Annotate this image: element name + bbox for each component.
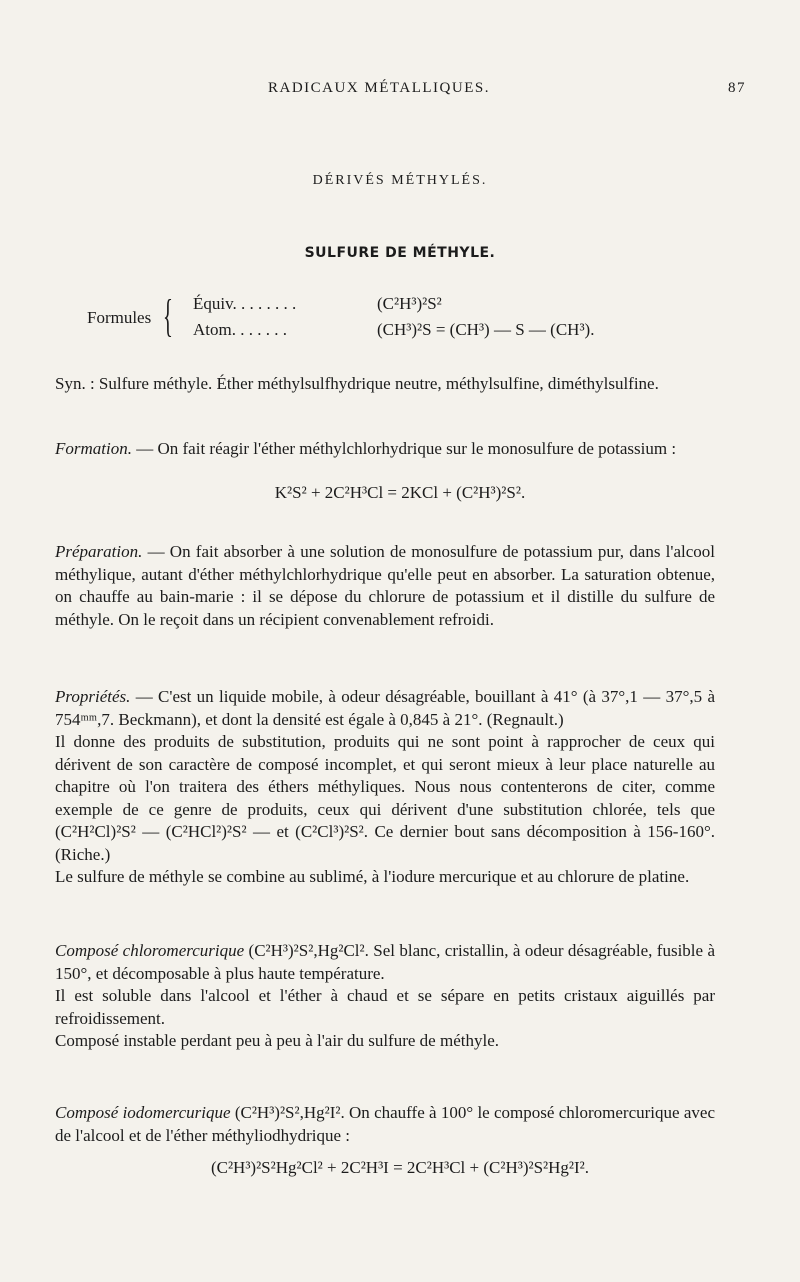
chloromercuric-para-3: Composé instable perdant peu à peu à l'air du sulfure de méthyle.	[55, 1031, 499, 1050]
formation-text: — On fait réagir l'éther méthylchlorhydrique sur le monosulfure de potassium :	[131, 439, 677, 458]
properties-text: — C'est un liquide mobile, à odeur désagréable, bouillant à 41° (à 37°,1 — 37°,5 à 754ᵐᵐ,7. Beckmann), et dont la densité est égale à 0,845 à 21°. (Regnault.)	[55, 687, 715, 729]
synonyms-paragraph	[55, 373, 715, 396]
preparation-heading: Préparation.	[55, 542, 143, 561]
properties-section	[55, 686, 715, 889]
page-number: 87	[728, 80, 746, 96]
subsection-title: SULFURE DE MÉTHYLE.	[304, 245, 496, 261]
properties-para-2: Il donne des produits de substitution, produits qui ne sont point à rapprocher de ceux qui dérivent de son caractère de composé incomplet, et qui seront mieux à leur place naturelle au chapitre où l'on traitera des éthers méthyliques. Nous nous contenterons de citer, comme exemple de ce genre de produits, ceux qui dérivent d'une substitution chlorée, tels que (C²H²Cl)²S² — (C²HCl²)²S² — et (C²Cl³)²S². Ce dernier bout sans décomposition à 156-160°. (Riche.)	[55, 732, 715, 864]
running-title: RADICAUX MÉTALLIQUES.	[268, 80, 490, 96]
properties-heading: Propriétés.	[55, 687, 131, 706]
atom-formula: (CH³)²S = (CH³) — S — (CH³).	[377, 320, 595, 339]
iodomercuric-heading: Composé iodomercurique	[55, 1103, 231, 1122]
iodomercuric-body	[55, 1102, 715, 1147]
preparation-paragraph	[55, 541, 715, 631]
chloromercuric-body	[55, 940, 715, 985]
iodomercuric-equation: (C²H³)²S²Hg²Cl² + 2C²H³I = 2C²H³Cl + (C²H³)²S²Hg²I².	[210, 1158, 590, 1177]
chloromercuric-text: (C²H³)²S²,Hg²Cl². Sel blanc, cristallin, à odeur désagréable, fusible à 150°, et décomposable à plus haute température.	[55, 941, 715, 983]
formation-paragraph	[55, 438, 715, 461]
section-title: DÉRIVÉS MÉTHYLÉS.	[312, 173, 488, 188]
formation-equation: K²S² + 2C²H³Cl = 2KCl + (C²H³)²S².	[274, 483, 526, 502]
chloromercuric-para-2: Il est soluble dans l'alcool et l'éther à chaud et se sépare en petits cristaux aiguillés par refroidissement.	[55, 986, 715, 1028]
formulas-block	[87, 290, 727, 350]
synonyms-text: Syn. : Sulfure méthyle. Éther méthylsulfhydrique neutre, méthylsulfine, diméthylsulfine.	[55, 374, 659, 393]
properties-para-3: Le sulfure de méthyle se combine au sublimé, à l'iodure mercurique et au chlorure de platine.	[55, 867, 690, 886]
chloromercuric-section	[55, 940, 715, 1053]
chloromercuric-heading: Composé chloromercurique	[55, 941, 245, 960]
equiv-formula: (C²H³)²S²	[377, 294, 442, 313]
brace-icon: {	[163, 290, 173, 341]
preparation-body	[55, 541, 715, 631]
preparation-text: — On fait absorber à une solution de monosulfure de potassium pur, dans l'alcool méthylique, autant d'éther méthylchlorhydrique qu'elle peut en absorber. La saturation obtenue, on chauffe au bain-marie : il se dépose du chlorure de potassium et il distille du sulfure de méthyle. On le reçoit dans un récipient convenablement refroidi.	[55, 542, 715, 629]
iodomercuric-section	[55, 1102, 715, 1147]
formulas-label: Formules	[87, 308, 152, 327]
formation-body	[55, 438, 715, 461]
equiv-label: Équiv. . . . . . . .	[193, 294, 297, 313]
properties-body	[55, 686, 715, 731]
formation-heading: Formation.	[55, 439, 132, 458]
atom-label: Atom. . . . . . .	[193, 320, 287, 339]
iodomercuric-text: (C²H³)²S²,Hg²I². On chauffe à 100° le composé chloromercurique avec de l'alcool et de l'éther méthyliodhydrique :	[55, 1103, 715, 1145]
